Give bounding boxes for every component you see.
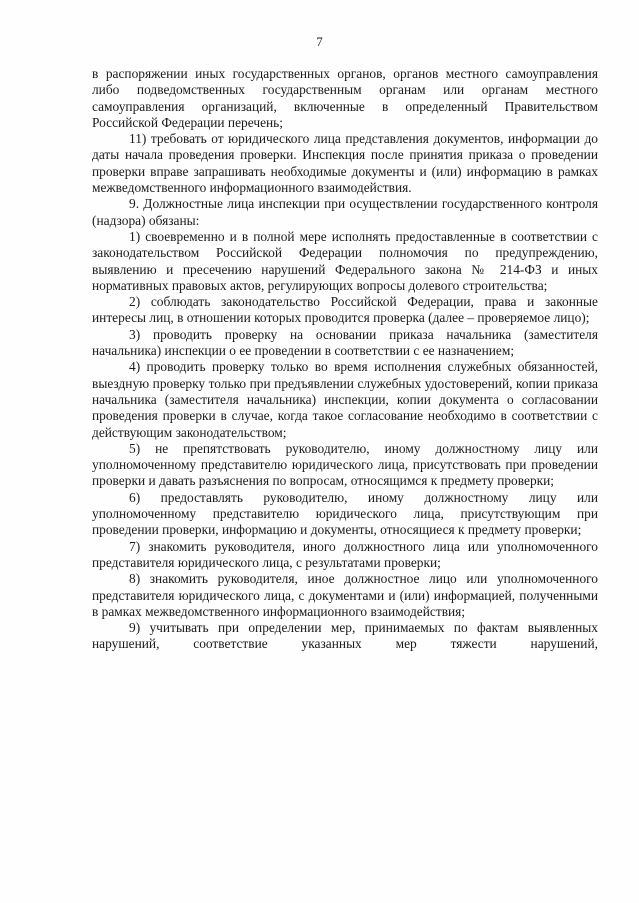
paragraph: 1) своевременно и в полной мере исполнять предоставленные в соответствии с законодательством Российской Федерации полномочия по предупреждению, выявлению и пресечению нарушений Федерального закона № 214-ФЗ и иных нормативных правовых актов, регулирующих вопросы долевого строительства; — [92, 228, 598, 293]
paragraph: в распоряжении иных государственных органов, органов местного самоуправления либо подведомственных государственным органам или органам местного самоуправления организаций, включенные в определенный Правительством Российской Федерации перечень; — [92, 66, 598, 130]
paragraph: 6) предоставлять руководителю, иному должностному лицу или уполномоченному представителю юридического лица, присутствующим при проведении проверки, информацию и документы, относящиеся к предмету проверки; — [92, 489, 598, 538]
page-number: 7 — [316, 34, 323, 49]
body-text — [92, 66, 598, 653]
paragraph: 2) соблюдать законодательство Российской Федерации, права и законные интересы лиц, в отношении которых проводится проверка (далее – проверяемое лицо); — [92, 294, 598, 326]
paragraph: 7) знакомить руководителя, иного должностного лица или уполномоченного представителя юридического лица, с результатами проверки; — [92, 538, 598, 570]
paragraph: 3) проводить проверку на основании приказа начальника (заместителя начальника) инспекции о ее проведении в соответствии с ее назначением; — [92, 326, 598, 359]
paragraph: 11) требовать от юридического лица представления документов, информации до даты начала проведения проверки. Инспекция после принятия приказа о проведении проверки вправе запрашивать необходимые документы и (или) информацию в рамках межведомственного информационного взаимодействия. — [92, 131, 598, 196]
paragraph: 4) проводить проверку только во время исполнения служебных обязанностей, выездную проверку только при предъявлении служебных удостоверений, копии приказа начальника (заместителя начальника) инспекции, копии документа о согласовании проведения проверки в случае, когда такое согласование необходимо в соответствии с действующим законодательством; — [92, 359, 598, 440]
paragraph: 8) знакомить руководителя, иное должностное лицо или уполномоченного представителя юридического лица, с документами и (или) информацией, полученными в рамках межведомственного информационного взаимодействия; — [92, 571, 598, 619]
paragraph: 5) не препятствовать руководителю, иному должностному лицу или уполномоченному представителю юридического лица, присутствовать при проведении проверки и давать разъяснения по вопросам, относящимся к предмету проверки; — [92, 440, 598, 489]
paragraph: 9. Должностные лица инспекции при осуществлении государственного контроля (надзора) обязаны: — [92, 196, 598, 228]
paragraph: 9) учитывать при определении мер, принимаемых по фактам выявленных нарушений, соответствие указанных мер тяжести нарушений, — [92, 620, 598, 652]
